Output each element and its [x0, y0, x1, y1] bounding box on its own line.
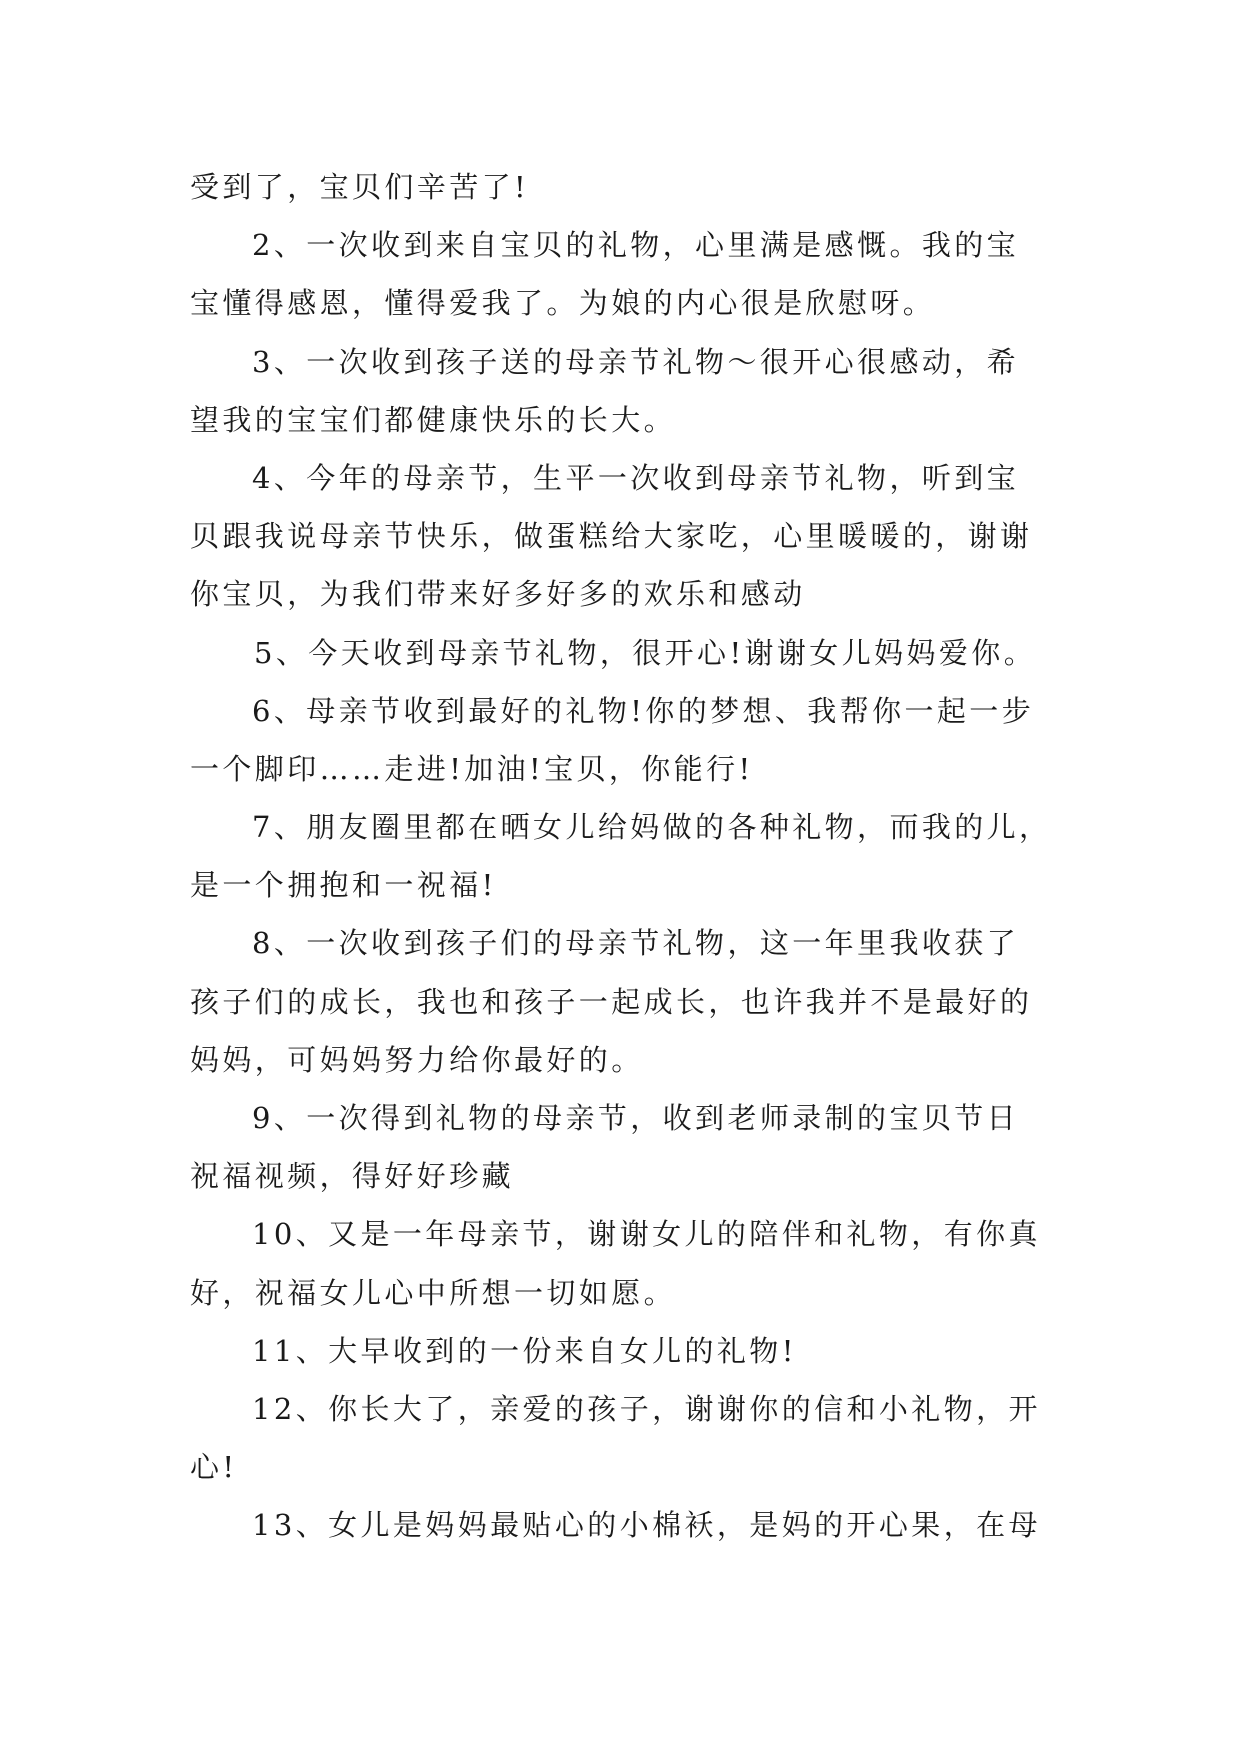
- text-line: 受到了，宝贝们辛苦了!: [190, 170, 530, 204]
- text-line: 是一个拥抱和一祝福!: [190, 868, 497, 903]
- text-line: 孩子们的成长，我也和孩子一起成长，也许我并不是最好的: [190, 984, 1033, 1019]
- text-line: 10、又是一年母亲节，谢谢女儿的陪伴和礼物，有你真: [252, 1217, 1041, 1252]
- text-line: 心!: [190, 1450, 238, 1485]
- text-line: 妈妈，可妈妈努力给你最好的。: [190, 1042, 644, 1077]
- text-line: 13、女儿是妈妈最贴心的小棉袄，是妈的开心果，在母: [252, 1508, 1041, 1543]
- text-line: 你宝贝，为我们带来好多好多的欢乐和感动: [190, 577, 806, 612]
- body-text: [190, 158, 1060, 1555]
- text-line: 7、朋友圈里都在晒女儿给妈做的各种礼物，而我的儿，: [252, 810, 1052, 845]
- text-line: 8、一次收到孩子们的母亲节礼物，这一年里我收获了: [252, 926, 1020, 961]
- text-line: 2、一次收到来自宝贝的礼物，心里满是感慨。我的宝: [252, 228, 1020, 263]
- text-line: 一个脚印……走进!加油!宝贝，你能行!: [190, 751, 754, 786]
- text-line: 祝福视频，得好好珍藏: [190, 1159, 515, 1194]
- text-line: 9、一次得到礼物的母亲节，收到老师录制的宝贝节日: [252, 1101, 1020, 1135]
- text-line: 3、一次收到孩子送的母亲节礼物～很开心很感动，希: [252, 344, 1020, 379]
- text-line: 11、大早收到的一份来自女儿的礼物!: [252, 1333, 797, 1368]
- text-line: 望我的宝宝们都健康快乐的长大。: [190, 402, 677, 437]
- text-line: 6、母亲节收到最好的礼物!你的梦想、我帮你一起一步: [252, 693, 1035, 728]
- text-line: 好，祝福女儿心中所想一切如愿。: [190, 1275, 677, 1310]
- text-line: 5、今天收到母亲节礼物，很开心!谢谢女儿妈妈爱你。: [254, 635, 1037, 670]
- text-line: 12、你长大了，亲爱的孩子，谢谢你的信和小礼物，开: [252, 1391, 1041, 1426]
- text-line: 4、今年的母亲节，生平一次收到母亲节礼物，听到宝: [252, 460, 1020, 495]
- text-line: 宝懂得感恩，懂得爱我了。为娘的内心很是欣慰呀。: [190, 286, 936, 321]
- text-line: 贝跟我说母亲节快乐，做蛋糕给大家吃，心里暖暖的，谢谢: [190, 519, 1033, 554]
